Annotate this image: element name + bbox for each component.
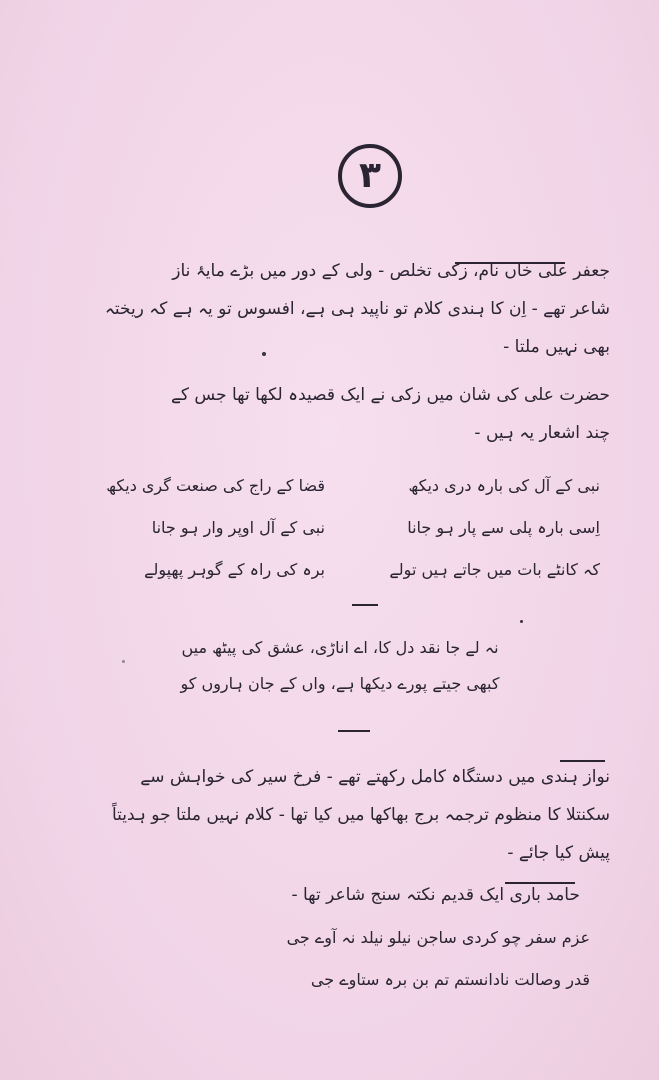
verse-row: [80, 548, 600, 590]
text-line: پیش کیا جائے -: [507, 843, 610, 863]
verse-line: قدر وصالت نادانستم تم بن برہ ستاوے جی: [310, 970, 590, 989]
scan-speck: [122, 660, 125, 663]
text-line: سکنتلا کا منظوم ترجمہ برج بھاکھا میں کیا تھا - کلام نہیں ملتا جو ہدیتاً: [111, 805, 610, 825]
verse-misra-first: برہ کی راہ کے گوہر پھپولے: [144, 559, 325, 579]
couplet-line: کبھی جیتے پورے دیکھا ہے، واں کے جان ہاروں کو: [180, 674, 500, 693]
verse-misra-second: نبی کے آل کی بارہ دری دیکھ: [408, 475, 600, 495]
verse-block-hamid: [90, 920, 590, 998]
text-line: حامد باری ایک قدیم نکتہ سنج شاعر تھا -: [291, 885, 580, 905]
text-line: بھی نہیں ملتا -: [503, 337, 610, 357]
page-number-circle: [338, 144, 402, 208]
text-line: نواز ہندی میں دستگاہ کامل رکھتے تھے - فرخ سیر کی خواہش سے: [140, 767, 610, 787]
text-line: شاعر تھے - اِن کا ہندی کلام تو ناپید ہی ہے، افسوس تو یہ ہے کہ ریختہ: [104, 299, 610, 319]
text-line: چند اشعار یہ ہیں -: [474, 423, 610, 443]
verse-misra-first: قضا کے راج کی صنعت گری دیکھ: [106, 475, 325, 495]
couplet-line: نہ لے جا نقد دل کا، اے اناڑی، عشق کی پیٹھ میں: [181, 638, 499, 657]
page-number: ۳: [359, 155, 381, 196]
text-line: حضرت علی کی شان میں زکی نے ایک قصیدہ لکھا تھا جس کے: [170, 385, 610, 405]
section-divider: [338, 730, 370, 732]
verse-misra-second: اِسی بارہ پلی سے پار ہو جانا: [407, 517, 600, 537]
verse-misra-first: نبی کے آل اوپر وار ہو جانا: [151, 517, 325, 537]
verse-row: [80, 464, 600, 506]
scan-speck: [262, 352, 266, 356]
paragraph-qasida: [70, 376, 610, 452]
verse-row: [80, 506, 600, 548]
section-divider: [352, 604, 378, 606]
verse-block-qasida: [80, 464, 600, 590]
text-line: جعفر علی خاں نام، زکی تخلص - ولی کے دور میں بڑے مایۂ ناز: [172, 261, 610, 281]
scan-speck: [520, 620, 523, 623]
paragraph-nawaz: [70, 758, 610, 872]
verse-misra-second: کہ کانٹے بات میں جاتے ہیں تولے: [389, 559, 600, 579]
paragraph-intro: [70, 252, 610, 366]
paragraph-hamid: [200, 876, 580, 914]
verse-line: عزم سفر چو کردی ساجن نیلو نیلد نہ آوے جی: [286, 928, 590, 947]
couplet-block: [110, 630, 570, 702]
